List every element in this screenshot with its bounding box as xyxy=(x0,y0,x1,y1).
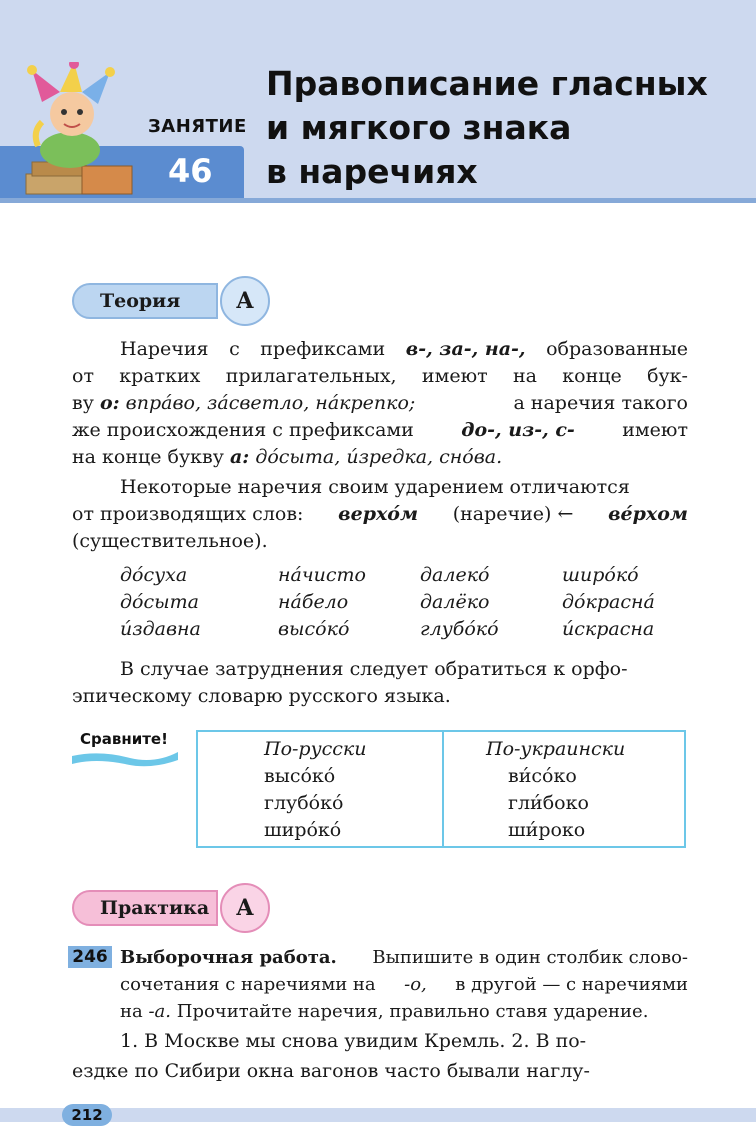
practice-section-label: Практика xyxy=(72,890,218,926)
header-divider xyxy=(0,198,756,203)
word: кратких xyxy=(119,365,201,387)
compare-word: глубо́ко́ xyxy=(264,792,344,814)
theory-level-badge: А xyxy=(220,276,270,326)
word: с xyxy=(229,338,240,360)
example-word: далёко xyxy=(420,591,490,613)
title-line: и мягкого знака xyxy=(266,108,572,147)
text: Выпишите в один столбик слово- xyxy=(372,947,688,968)
compare-word: широ́ко́ xyxy=(264,819,342,841)
page-title xyxy=(266,62,746,194)
sentence-line: 1. В Москве мы снова увидим Кремль. 2. В по- xyxy=(120,1030,587,1052)
example-word: до́суха xyxy=(120,564,188,586)
examples-row xyxy=(120,616,680,643)
example-word: широ́ко́ xyxy=(562,564,639,586)
column-header: По-русски xyxy=(264,738,367,760)
text: имеют xyxy=(622,419,688,441)
theory-paragraph-2 xyxy=(72,474,688,555)
text: (существительное). xyxy=(72,530,268,552)
text: же происхождения с префиксами xyxy=(72,419,414,441)
example-word: и́скрасна xyxy=(562,618,655,640)
lesson-number: 46 xyxy=(168,152,213,190)
column-header: По-украински xyxy=(486,738,626,760)
compare-russian-column xyxy=(264,736,366,844)
text: сочетания с наречиями на xyxy=(120,974,376,995)
exercise-task xyxy=(120,944,688,1025)
word: Наречия xyxy=(120,338,209,360)
example-words: до́сыта, и́зредка, сно́ва. xyxy=(255,446,503,468)
text: эпическому словарю русского языка. xyxy=(72,685,451,707)
task-title: Выборочная работа. xyxy=(120,947,337,968)
example-word: высо́ко́ xyxy=(278,618,350,640)
theory-paragraph-1 xyxy=(72,336,688,471)
page-number: 212 xyxy=(62,1104,112,1126)
exercise-sentences xyxy=(72,1026,688,1086)
exercise-number: 246 xyxy=(68,946,112,968)
examples-row xyxy=(120,589,680,616)
compare-word: ши́роко xyxy=(508,819,586,841)
example-word: до́красна́ xyxy=(562,591,655,613)
text: на xyxy=(120,1001,143,1022)
adverb-examples-grid xyxy=(120,562,680,643)
text: Некоторые наречия своим ударением отличаются xyxy=(120,476,630,498)
example-words: впра́во, за́светло, на́крепко; xyxy=(125,392,416,414)
example-word: на́бело xyxy=(278,591,349,613)
example-word: и́здавна xyxy=(120,618,201,640)
ending: -а. xyxy=(148,1001,172,1022)
compare-word: высо́ко́ xyxy=(264,765,336,787)
footer-band xyxy=(0,1108,756,1122)
ending: -о, xyxy=(404,974,427,995)
text: на конце букву xyxy=(72,446,224,468)
word: конце xyxy=(562,365,622,387)
example-word: верхо́м xyxy=(338,503,419,525)
theory-section-label: Теория xyxy=(72,283,218,319)
text: (наречие) ← xyxy=(452,503,574,525)
prefix-list: до-, из-, с- xyxy=(461,419,575,441)
word: на xyxy=(512,365,537,387)
text: Прочитайте наречия, правильно ставя ударение. xyxy=(176,1001,649,1022)
example-word: далеко́ xyxy=(420,564,490,586)
compare-table xyxy=(196,730,686,848)
word: имеют xyxy=(421,365,488,387)
text: В случае затруднения следует обратиться к орфо- xyxy=(120,658,628,680)
compare-word: ви́со́ко xyxy=(508,765,577,787)
example-word: до́сыта xyxy=(120,591,199,613)
examples-row xyxy=(120,562,680,589)
text: от производящих слов: xyxy=(72,503,304,525)
word: бук- xyxy=(647,365,688,387)
compare-ukrainian-column xyxy=(486,736,625,844)
practice-level-badge: А xyxy=(220,883,270,933)
jester-mascot-illustration xyxy=(12,62,144,198)
compare-table-divider xyxy=(442,732,444,846)
letter-a: а: xyxy=(229,446,250,468)
compare-word: гли́боко xyxy=(508,792,589,814)
text: в другой — с наречиями xyxy=(455,974,688,995)
text: а наречия такого xyxy=(513,392,688,414)
word: префиксами xyxy=(260,338,386,360)
word: ву xyxy=(72,392,94,414)
example-word: глубо́ко́ xyxy=(420,618,499,640)
letter-o: о: xyxy=(99,392,120,414)
word: прилагательных, xyxy=(225,365,397,387)
title-line: в наречиях xyxy=(266,152,478,191)
word: от xyxy=(72,365,94,387)
theory-paragraph-3 xyxy=(72,656,688,710)
wave-decoration xyxy=(70,748,180,768)
prefix-list: в-, за-, на-, xyxy=(405,338,526,360)
example-word: на́чисто xyxy=(278,564,366,586)
lesson-label: ЗАНЯТИЕ xyxy=(148,116,247,137)
sentence-line: ездке по Сибири окна вагонов часто бывали наглу- xyxy=(72,1060,590,1082)
compare-label: Сравните! xyxy=(80,730,168,748)
word: образованные xyxy=(546,338,688,360)
example-word: ве́рхом xyxy=(608,503,688,525)
title-line: Правописание гласных xyxy=(266,64,708,103)
